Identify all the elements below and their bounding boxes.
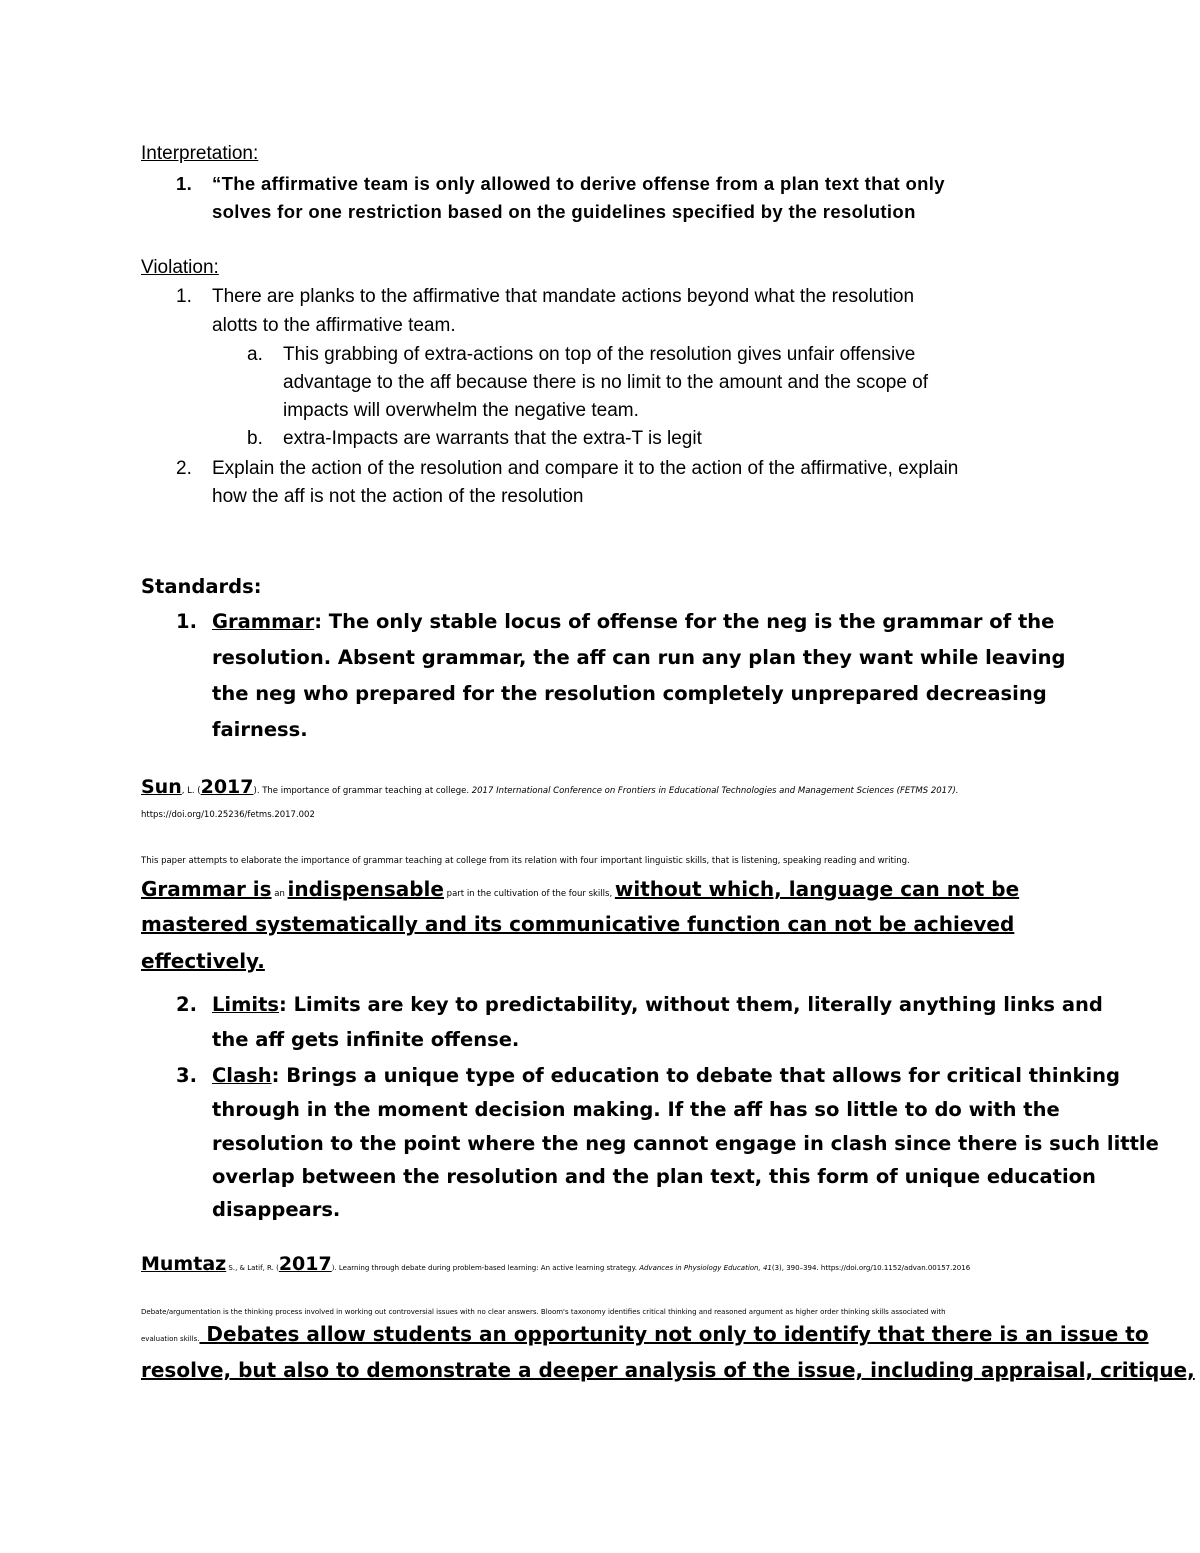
violation-item-2-number: 2. — [176, 458, 192, 479]
card-2-year: 2017 — [278, 1253, 332, 1275]
card-2-cite-end: (3), 390–394. https://doi.org/10.1152/advan.00157.2016 — [771, 1264, 971, 1272]
card-1-year: 2017 — [200, 776, 254, 798]
interpretation-text-line-1: “The affirmative team is only allowed to derive offense from a plan text that only — [212, 173, 945, 194]
card-2-cite-italic: Advances in Physiology Education, 41 — [636, 1264, 772, 1272]
violation-sub-a-line-3: impacts will overwhelm the negative team. — [283, 400, 639, 421]
card-1-small-1: an — [271, 889, 288, 899]
card-1-highlight-2: indispensable — [287, 877, 444, 901]
standard-2-term: Limits — [212, 993, 280, 1016]
card-1-citation — [141, 776, 959, 798]
standard-3-line-5: disappears. — [212, 1198, 341, 1221]
card-2-initials: S., & Latif, R. ( — [226, 1264, 279, 1272]
card-2-small-lead: evaluation skills. — [141, 1335, 200, 1343]
violation-sub-b-marker: b. — [247, 428, 263, 449]
standard-3-line-4: overlap between the resolution and the plan text, this form of unique education — [212, 1165, 1096, 1188]
standard-1-line-1 — [212, 610, 1054, 633]
standards-heading: Standards: — [141, 575, 262, 598]
card-2-highlight-1: Debates allow students an opportunity not only to identify that there is an issue to — [199, 1322, 1149, 1346]
card-1-tag-line-3: effectively. — [141, 949, 265, 973]
violation-item-2-line-2: how the aff is not the action of the resolution — [212, 486, 584, 507]
card-1-cite-rest: ). The importance of grammar teaching at college. — [253, 786, 470, 796]
violation-item-1-number: 1. — [176, 286, 192, 307]
standard-1-line-3: the neg who prepared for the resolution completely unprepared decreasing — [212, 682, 1047, 705]
card-1-cite-italic: 2017 International Conference on Frontiers in Educational Technologies and Management Sciences (FETMS 2017). — [469, 786, 959, 796]
interpretation-heading: Interpretation: — [141, 143, 259, 164]
card-1-highlight-3: without which, language can not be — [614, 877, 1020, 901]
standard-2-number: 2. — [176, 993, 197, 1016]
violation-item-1-line-1: There are planks to the affirmative that mandate actions beyond what the resolution — [212, 286, 915, 307]
card-2-citation — [141, 1253, 970, 1275]
standard-3-line-1-rest: : Brings a unique type of education to debate that allows for critical thinking — [271, 1064, 1120, 1087]
card-1-intro: This paper attempts to elaborate the importance of grammar teaching at college from its relation with four important linguistic skills, that is listening, speaking reading and writing. — [141, 856, 910, 866]
card-1-tag-line-2: mastered systematically and its communicative function can not be achieved — [141, 912, 1015, 936]
standard-3-line-2: through in the moment decision making. If the aff has so little to do with the — [212, 1098, 1060, 1121]
violation-item-2-line-1: Explain the action of the resolution and compare it to the action of the affirmative, explain — [212, 458, 959, 479]
violation-sub-a-marker: a. — [247, 344, 263, 365]
card-1-initials: , L. ( — [181, 786, 201, 796]
standard-2-line-2: the aff gets infinite offense. — [212, 1028, 520, 1051]
card-2-tag-line-2: resolve, but also to demonstrate a deeper analysis of the issue, including appraisal, critique, — [141, 1358, 1195, 1382]
card-1-doi-link[interactable]: https://doi.org/10.25236/fetms.2017.002 — [141, 810, 315, 820]
violation-sub-a-line-1: This grabbing of extra-actions on top of the resolution gives unfair offensive — [283, 344, 916, 365]
violation-item-1-line-2: alotts to the affirmative team. — [212, 315, 456, 336]
standard-1-line-4: fairness. — [212, 718, 308, 741]
standard-3-line-3: resolution to the point where the neg cannot engage in clash since there is such little — [212, 1132, 1159, 1155]
violation-sub-a-line-2: advantage to the aff because there is no limit to the amount and the scope of — [283, 372, 929, 393]
card-2-author: Mumtaz — [141, 1253, 227, 1275]
standard-3-term: Clash — [212, 1064, 272, 1087]
standard-1-line-1-rest: : The only stable locus of offense for the neg is the grammar of the — [314, 610, 1055, 633]
card-1-tag-line-1 — [141, 877, 1019, 901]
standard-2-line-1 — [212, 993, 1103, 1016]
standard-1-number: 1. — [176, 610, 197, 633]
card-1-highlight-1: Grammar is — [141, 877, 272, 901]
standard-1-line-2: resolution. Absent grammar, the aff can run any plan they want while leaving — [212, 646, 1066, 669]
violation-sub-b-line-1: extra-Impacts are warrants that the extra-T is legit — [283, 428, 702, 449]
standard-3-line-1 — [212, 1064, 1120, 1087]
standard-2-line-1-rest: : Limits are key to predictability, without them, literally anything links and — [279, 993, 1103, 1016]
card-1-small-2: part in the cultivation of the four skills, — [443, 889, 615, 899]
standard-1-term: Grammar — [212, 610, 315, 633]
card-1-author: Sun — [141, 776, 182, 798]
standard-3-number: 3. — [176, 1064, 197, 1087]
interpretation-text-line-2: solves for one restriction based on the guidelines specified by the resolution — [212, 201, 916, 222]
violation-heading: Violation: — [141, 257, 219, 278]
card-2-cite-rest: ). Learning through debate during problem-based learning: An active learning strategy. — [331, 1264, 637, 1272]
card-2-intro: Debate/argumentation is the thinking process involved in working out controversial issues with no clear answers. Bloom's taxonomy identifies critical thinking and reasoned argument as higher order thinking skills associated with — [141, 1308, 946, 1316]
card-2-tag-line-1 — [141, 1322, 1149, 1346]
interpretation-item-number: 1. — [176, 173, 193, 194]
